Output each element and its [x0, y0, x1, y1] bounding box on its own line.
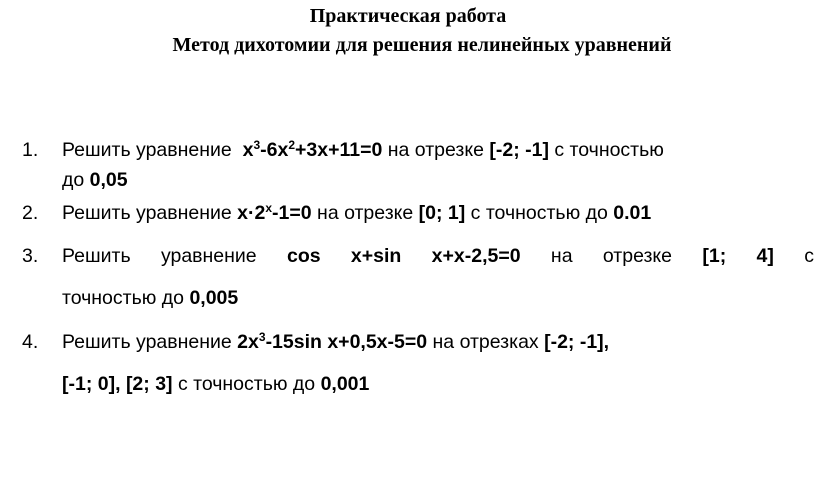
- task-text: с точностью до: [177, 373, 316, 395]
- equation: [243, 139, 383, 161]
- segment: [-2; -1],: [544, 331, 610, 353]
- task-number: 1.: [22, 139, 39, 161]
- task-text: на отрезке: [317, 202, 414, 224]
- task-text: до: [62, 169, 85, 191]
- page-subtitle: Метод дихотомии для решения нелинейных уравнений: [172, 34, 672, 56]
- segment: [2; 3]: [125, 373, 173, 395]
- task-line: [62, 331, 609, 353]
- equation-part: x+sin: [350, 245, 402, 267]
- task-text: Решить уравнение: [62, 331, 232, 353]
- exponent: 3: [253, 138, 261, 152]
- segment: [-1; 0]: [62, 373, 116, 395]
- task-text: с: [804, 245, 814, 267]
- equation-part: x: [242, 139, 254, 161]
- task-line: [62, 373, 369, 395]
- segment: 4]: [756, 245, 774, 267]
- task-text: точностью до: [62, 287, 185, 309]
- equation-part: 2x: [237, 331, 259, 353]
- equation-part: +3x+11=0: [295, 139, 383, 161]
- task-line: [62, 245, 814, 267]
- exponent: 3: [258, 330, 266, 344]
- equation-part: x·2: [237, 202, 266, 224]
- task-line: [62, 169, 128, 191]
- task-text: на отрезке: [387, 139, 484, 161]
- page-title: Практическая работа: [309, 5, 507, 27]
- task-text: отрезке: [602, 245, 673, 267]
- task-text: с точностью до: [470, 202, 608, 224]
- task-number: 4.: [22, 331, 39, 353]
- task-line: [62, 202, 651, 224]
- task-text: с точностью: [554, 139, 664, 161]
- accuracy: 0,005: [189, 287, 239, 309]
- task-text: Решить уравнение: [62, 202, 232, 224]
- accuracy: 0.01: [613, 202, 652, 224]
- equation-part: -1=0: [272, 202, 312, 224]
- task-text: Решить: [62, 245, 131, 267]
- equation-part: x+x-2,5=0: [431, 245, 521, 267]
- equation-part: -15sin x+0,5x-5=0: [265, 331, 428, 353]
- equation: [237, 202, 311, 224]
- task-number: 3.: [22, 245, 39, 267]
- accuracy: 0,05: [89, 169, 128, 191]
- equation-part: cos: [286, 245, 321, 267]
- equation-part: -6x: [260, 139, 289, 161]
- task-number: 2.: [22, 202, 39, 224]
- task-text: уравнение: [160, 245, 257, 267]
- exponent: 2: [288, 138, 296, 152]
- task-text: на отрезках: [432, 331, 539, 353]
- task-text: на: [550, 245, 573, 267]
- task-text: Решить уравнение: [62, 139, 232, 161]
- task-line: [62, 139, 664, 161]
- accuracy: 0,001: [320, 373, 370, 395]
- segment: [1;: [702, 245, 727, 267]
- task-line: [62, 287, 238, 309]
- segment: [0; 1]: [418, 202, 466, 224]
- segment: [-2; -1]: [489, 139, 549, 161]
- equation: [237, 331, 427, 353]
- separator: ,: [115, 373, 121, 395]
- exponent: x: [265, 201, 273, 215]
